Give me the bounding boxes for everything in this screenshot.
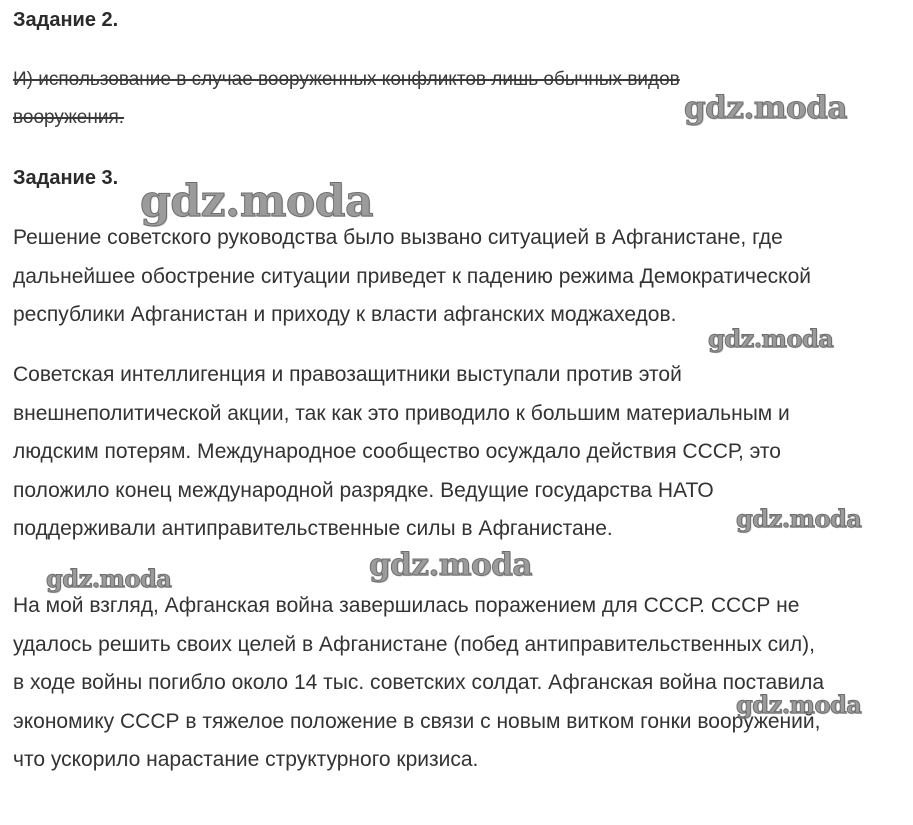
task-2-line-2: вооружения. — [13, 107, 125, 128]
paragraph-line: удалось решить своих целей в Афганистане (побед антиправительственных сил), — [13, 632, 815, 656]
task-3-heading: Задание 3. — [13, 167, 119, 189]
paragraph-line: положило конец международной разрядке. Ведущие государства НАТО — [13, 478, 714, 502]
paragraph-line: дальнейшее обострение ситуации приведет к падению режима Демократической — [13, 264, 812, 288]
paragraph-line: республики Афганистан и приходу к власти афганских моджахедов. — [13, 303, 677, 326]
task-3-paragraph-1 — [13, 219, 908, 335]
watermark: gdz.moda — [736, 504, 862, 533]
paragraph-line: что ускорило нарастание структурного кризиса. — [13, 748, 479, 771]
paragraph-line: в ходе войны погибло около 14 тыс. советских солдат. Афганская война поставила — [13, 671, 825, 694]
task-3-paragraph-3 — [13, 587, 908, 780]
paragraph-line: Советская интеллигенция и правозащитники выступали против этой — [13, 363, 682, 386]
paragraph-line: На мой взгляд, Афганская война завершилась поражением для СССР. СССР не — [13, 594, 800, 617]
paragraph-line: внешнеполитической акции, так как это приводило к большим материальным и — [13, 401, 790, 425]
paragraph-line: поддерживали антиправительственные силы в Афганистане. — [13, 517, 613, 540]
task-2-line-1: И) использование в случае вооруженных конфликтов лишь обычных видов — [13, 69, 680, 90]
paragraph-line: экономику СССР в тяжелое положение в связи с новым витком гонки вооружений, — [13, 709, 821, 733]
watermark: gdz.moda — [684, 90, 847, 126]
task-2-heading: Задание 2. — [13, 9, 119, 31]
watermark: gdz.moda — [708, 324, 834, 353]
watermark: gdz.moda — [369, 547, 532, 583]
watermark: gdz.moda — [140, 176, 374, 227]
watermark: gdz.moda — [46, 564, 172, 593]
paragraph-line: людским потерям. Международное сообщество осуждало действия СССР, это — [13, 440, 781, 463]
paragraph-line: Решение советского руководства было вызвано ситуацией в Афганистане, где — [13, 226, 783, 249]
watermark: gdz.moda — [736, 690, 862, 719]
